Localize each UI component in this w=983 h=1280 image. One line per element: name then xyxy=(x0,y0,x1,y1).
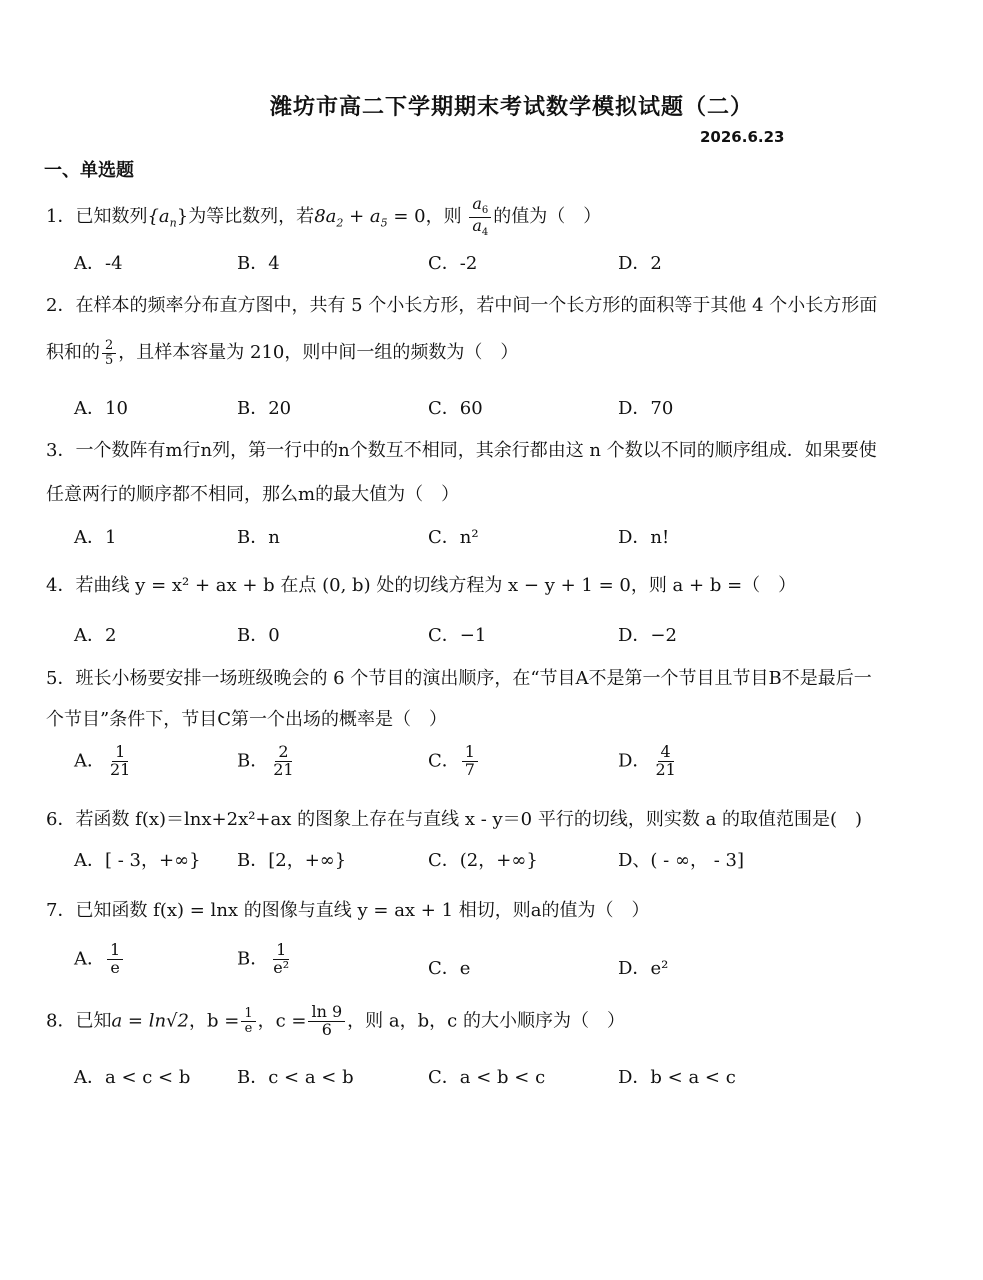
q5-a-label: A． xyxy=(74,750,105,772)
q7-option-c[interactable] xyxy=(428,954,470,980)
question-2-line1: 2．在样本的频率分布直方图中，共有 5 个小长方形，若中间一个长方形的面积等于其他 4 个小长方形面 xyxy=(46,295,878,316)
q8-b-fraction xyxy=(241,1007,255,1035)
q1-frac-num-sub: 6 xyxy=(481,205,489,217)
q7-a-num: 1 xyxy=(107,942,123,960)
q1-seq-end: } xyxy=(176,206,189,228)
q7-b-fraction xyxy=(270,942,292,977)
q4-option-b[interactable]: B．0 xyxy=(237,625,280,646)
q5-c-den: 7 xyxy=(464,759,475,779)
question-3-line2: 任意两行的顺序都不相同，那么m的最大值为（ ） xyxy=(46,484,460,505)
page-title: 潍坊市高二下学期期末考试数学模拟试题（二） xyxy=(269,94,753,120)
q7-a-den: e xyxy=(110,957,120,977)
question-1 xyxy=(46,196,601,238)
q1-fraction xyxy=(469,196,491,238)
q5-c-fraction xyxy=(462,744,478,779)
q1-eq-sub2: 5 xyxy=(380,216,388,230)
q2-fraction xyxy=(102,339,116,367)
q5-option-c[interactable] xyxy=(428,744,480,779)
q7-option-b[interactable] xyxy=(237,942,294,977)
q7-d-label: D． xyxy=(618,958,651,979)
question-5-line2: 个节目”条件下，节目C第一个出场的概率是（ ） xyxy=(46,709,447,730)
q4-option-c[interactable]: C．−1 xyxy=(428,625,487,646)
q3-option-c[interactable]: C．n² xyxy=(428,527,479,548)
q8-c-num: ln 9 xyxy=(308,1004,345,1022)
q7-a-label: A． xyxy=(74,948,105,970)
q2-text-post: ，且样本容量为 210，则中间一组的频数为（ ） xyxy=(118,342,519,363)
q2-text-pre: 积和的 xyxy=(46,342,100,363)
q2-option-d[interactable]: D．70 xyxy=(618,398,674,419)
q5-option-a[interactable] xyxy=(74,744,135,779)
q3-option-d[interactable]: D．n! xyxy=(618,527,670,548)
exam-date: 2026.6.23 xyxy=(700,128,785,146)
q1-frac-den-sub: 4 xyxy=(481,226,489,238)
q1-frac-num: a xyxy=(472,194,482,213)
q4-options xyxy=(0,621,983,661)
question-6: 6．若函数 f(x)＝lnx+2x²+ax 的图象上存在与直线 x - y＝0 平行的切线，则实数 a 的取值范围是( ) xyxy=(46,809,863,830)
q2-option-a[interactable]: A．10 xyxy=(74,398,128,419)
q5-d-den: 21 xyxy=(655,759,676,779)
q1-seq-sub: n xyxy=(169,216,177,230)
question-7: 7．已知函数 f(x) = lnx 的图像与直线 y = ax + 1 相切，则a的值为（ ） xyxy=(46,900,650,921)
q2-frac-num: 2 xyxy=(102,339,116,354)
q6-option-d[interactable]: D、( - ∞， - 3] xyxy=(618,850,744,871)
q8-c-den: 6 xyxy=(321,1019,332,1039)
q7-b-den: e² xyxy=(273,957,290,977)
question-2-line2 xyxy=(46,338,518,367)
question-4: 4．若曲线 y = x² + ax + b 在点 (0, b) 处的切线方程为 x − y + 1 = 0，则 a + b =（ ） xyxy=(46,575,797,596)
q1-eq-end: = 0 xyxy=(387,206,426,228)
q3-options xyxy=(0,523,983,563)
q7-d-value: e² xyxy=(650,958,669,979)
q7-a-fraction xyxy=(107,942,123,977)
q8-b-den: e xyxy=(244,1020,253,1036)
q7-b-label: B． xyxy=(237,948,269,970)
q1-eq-sub1: 2 xyxy=(336,216,344,230)
q2-option-c[interactable]: C．60 xyxy=(428,398,483,419)
q4-option-d[interactable]: D．−2 xyxy=(618,625,677,646)
q5-a-den: 21 xyxy=(110,759,131,779)
q7-c-label: C． xyxy=(428,958,460,979)
q2-option-b[interactable]: B．20 xyxy=(237,398,292,419)
q6-options xyxy=(0,846,983,886)
q1-options xyxy=(0,249,983,289)
q1-text-pre: 1．已知数列 xyxy=(46,206,148,228)
q5-d-num: 4 xyxy=(658,744,674,762)
q5-options xyxy=(0,744,983,790)
q1-eq-b: + a xyxy=(343,206,381,228)
q1-option-b[interactable]: B．4 xyxy=(237,253,280,274)
q8-options xyxy=(0,1063,983,1103)
q6-option-a[interactable]: A．[ - 3，+∞} xyxy=(74,850,201,871)
q1-option-c[interactable]: C．-2 xyxy=(428,253,478,274)
q8-option-d[interactable]: D．b < a < c xyxy=(618,1067,736,1088)
q5-option-d[interactable] xyxy=(618,744,681,779)
q1-seq: {a xyxy=(147,206,170,228)
q8-c-pre: ，c = xyxy=(257,1010,307,1032)
q8-text-post: ，则 a，b，c 的大小顺序为（ ） xyxy=(347,1010,625,1032)
q3-option-a[interactable]: A．1 xyxy=(74,527,117,548)
question-5-line1: 5．班长小杨要安排一场班级晚会的 6 个节目的演出顺序，在“节目A不是第一个节目且节目B不是最后一 xyxy=(46,668,872,689)
q1-text-mid2: ，则 xyxy=(425,206,462,228)
q7-c-value: e xyxy=(459,958,471,979)
q6-option-c[interactable]: C．(2，+∞} xyxy=(428,850,538,871)
q7-option-a[interactable] xyxy=(74,942,125,977)
q5-c-label: C． xyxy=(428,750,460,772)
q7-options xyxy=(0,942,983,988)
q3-option-b[interactable]: B．n xyxy=(237,527,280,548)
q8-option-b[interactable]: B．c < a < b xyxy=(237,1067,354,1088)
q4-option-a[interactable]: A．2 xyxy=(74,625,117,646)
q8-option-a[interactable]: A．a < c < b xyxy=(74,1067,191,1088)
q7-option-d[interactable] xyxy=(618,954,668,980)
q5-d-label: D． xyxy=(618,750,651,772)
q2-options xyxy=(0,394,983,434)
q1-text-post: 的值为（ ） xyxy=(493,206,602,228)
q1-text-mid: 为等比数列，若 xyxy=(188,206,315,228)
q5-b-fraction xyxy=(270,744,296,779)
q8-b-pre: ，b = xyxy=(188,1010,240,1032)
q8-c-fraction xyxy=(308,1004,345,1039)
q1-frac-den: a xyxy=(472,215,482,235)
q8-text-pre: 8．已知 xyxy=(46,1010,112,1032)
q5-a-fraction xyxy=(107,744,133,779)
q5-c-num: 1 xyxy=(462,744,478,762)
q1-eq-a: 8a xyxy=(314,206,337,228)
q1-option-a[interactable]: A．-4 xyxy=(74,253,123,274)
q2-frac-den: 5 xyxy=(105,352,114,368)
q5-b-den: 21 xyxy=(273,759,294,779)
q8-a-expr: a = ln√2 xyxy=(111,1010,189,1032)
q5-option-b[interactable] xyxy=(237,744,299,779)
q5-a-num: 1 xyxy=(112,744,128,762)
q5-d-fraction xyxy=(652,744,678,779)
question-8 xyxy=(46,1004,625,1039)
q7-b-num: 1 xyxy=(273,942,289,960)
q6-option-b[interactable]: B．[2，+∞} xyxy=(237,850,347,871)
section-heading: 一、单选题 xyxy=(44,160,134,181)
q1-option-d[interactable]: D．2 xyxy=(618,253,662,274)
q5-b-num: 2 xyxy=(275,744,291,762)
q8-b-num: 1 xyxy=(241,1007,255,1022)
question-3-line1: 3．一个数阵有m行n列，第一行中的n个数互不相同，其余行都由这 n 个数以不同的顺序组成．如果要使 xyxy=(46,440,877,461)
q5-b-label: B． xyxy=(237,750,269,772)
q8-option-c[interactable]: C．a < b < c xyxy=(428,1067,546,1088)
